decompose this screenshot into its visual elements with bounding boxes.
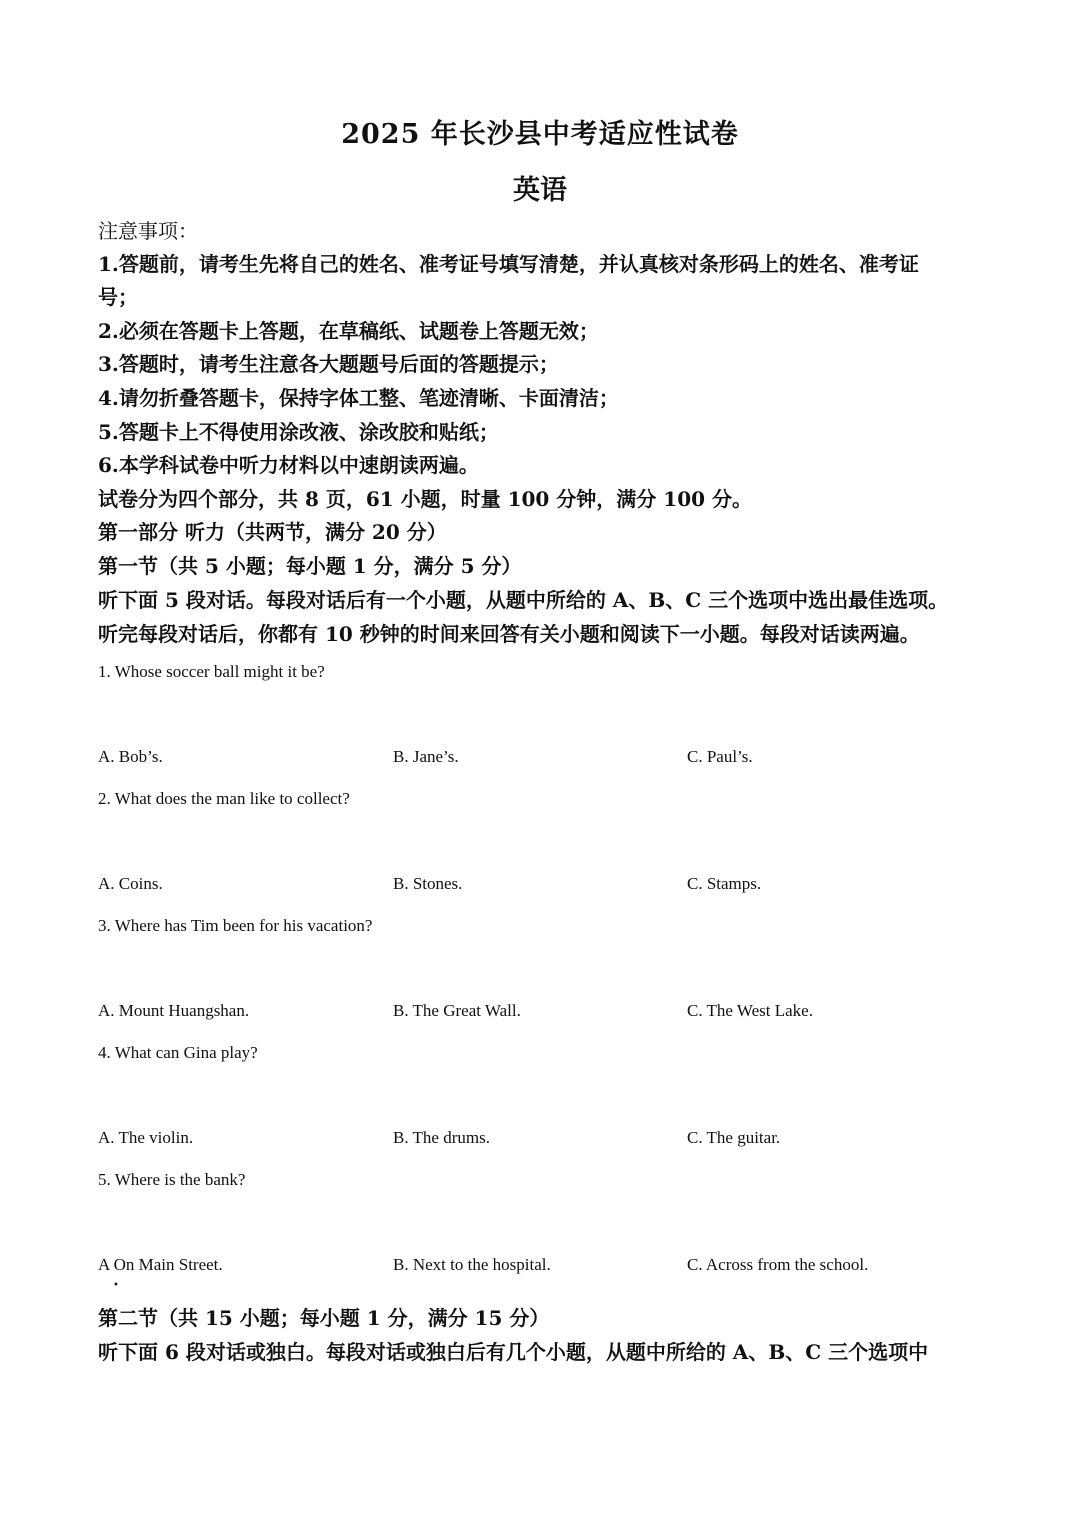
- note-line: 5.答题卡上不得使用涂改液、涂改胶和贴纸；: [98, 420, 499, 444]
- note-line: 1.答题前，请考生先将自己的姓名、准考证号填写清楚，并认真核对条形码上的姓名、准考证: [98, 252, 919, 276]
- option-c: C. The guitar.: [687, 1128, 781, 1147]
- option-b: B. The drums.: [393, 1128, 490, 1147]
- option-b: B. The Great Wall.: [393, 1001, 521, 1020]
- question-stem: 4. What can Gina play?: [98, 1043, 258, 1062]
- note-line: 4.请勿折叠答题卡，保持字体工整、笔迹清晰、卡面清洁；: [98, 386, 619, 410]
- option-a: A. The violin.: [98, 1128, 194, 1147]
- section2-heading: 第二节（共 15 小题；每小题 1 分，满分 15 分）: [98, 1306, 550, 1330]
- exam-summary: 试卷分为四个部分，共 8 页，61 小题，时量 100 分钟，满分 100 分。: [98, 487, 752, 511]
- question-stem: 3. Where has Tim been for his vacation?: [98, 916, 373, 935]
- option-b: B. Jane’s.: [393, 747, 459, 766]
- option-c: C. Stamps.: [687, 874, 762, 893]
- option-a: A. Mount Huangshan.: [98, 1001, 250, 1020]
- exam-subject: 英语: [513, 175, 567, 206]
- section2-instruction: 听下面 6 段对话或独白。每段对话或独白后有几个小题，从题中所给的 A、B、C 三个选项中: [98, 1340, 929, 1364]
- notes-heading: 注意事项：: [98, 219, 198, 243]
- exam-title: 2025 年长沙县中考适应性试卷: [341, 119, 739, 150]
- section1-heading: 第一节（共 5 小题；每小题 1 分，满分 5 分）: [98, 554, 522, 578]
- question-stem: 1. Whose soccer ball might it be?: [98, 662, 325, 681]
- option-c: C. The West Lake.: [687, 1001, 813, 1020]
- section1-instruction: 听完每段对话后，你都有 10 秒钟的时间来回答有关小题和阅读下一小题。每段对话读两遍。: [98, 622, 920, 646]
- question-stem: 5. Where is the bank?: [98, 1170, 246, 1189]
- section1-instruction: 听下面 5 段对话。每段对话后有一个小题，从题中所给的 A、B、C 三个选项中选出最佳选项。: [98, 588, 949, 612]
- note-line: 6.本学科试卷中听力材料以中速朗读两遍。: [98, 453, 479, 477]
- option-b: B. Next to the hospital.: [393, 1255, 551, 1274]
- note-line: 号；: [98, 285, 138, 309]
- option-a: A. Coins.: [98, 874, 163, 893]
- option-a: A. Bob’s.: [98, 747, 163, 766]
- note-line: 3.答题时，请考生注意各大题题号后面的答题提示；: [98, 352, 559, 376]
- question-stem: 2. What does the man like to collect?: [98, 789, 350, 808]
- stray-dot: •: [113, 1280, 119, 1291]
- option-c: C. Paul’s.: [687, 747, 753, 766]
- option-a: A On Main Street.: [98, 1255, 223, 1274]
- option-b: B. Stones.: [393, 874, 463, 893]
- note-line: 2.必须在答题卡上答题，在草稿纸、试题卷上答题无效；: [98, 319, 599, 343]
- option-c: C. Across from the school.: [687, 1255, 869, 1274]
- part1-heading: 第一部分 听力（共两节，满分 20 分）: [98, 520, 447, 544]
